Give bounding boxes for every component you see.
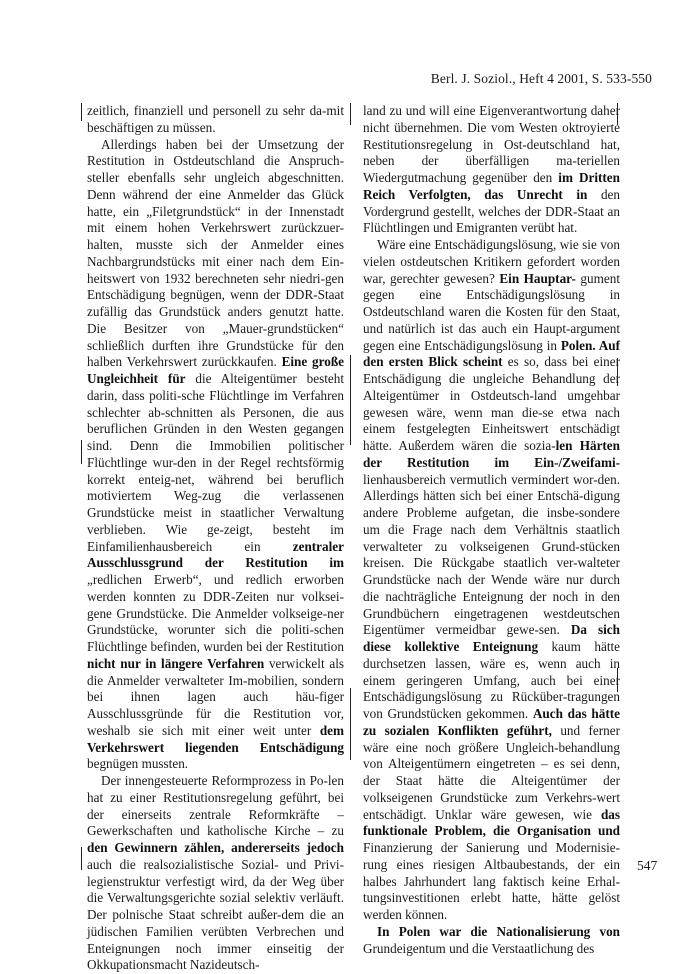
body-text: Grundeigentum und die Verstaatlichung des <box>363 940 595 956</box>
margin-line-left-2 <box>81 440 82 464</box>
margin-line-center-3 <box>350 688 351 760</box>
body-text: kaum hätte durchsetzen lassen, wäre es, wenn auch in einem geringeren Umfang, auch bei einer Entschädigungslösung zu Rücküber-tragungen von Grundstücken gekommen. <box>363 639 620 721</box>
highlighted-text: Polen. Auf den ersten Blick scheint <box>363 337 621 370</box>
page-number: 547 <box>637 858 658 873</box>
highlighted-text: Eine große Ungleichheit für <box>87 354 345 386</box>
highlighted-text: das funktionale Problem, die Organisation und <box>363 806 620 839</box>
body-text: Wäre eine Entschädigungslösung, wie sie von vielen ostdeutschen Kritikern gefordert worden war, gerechter gewesen? <box>363 237 620 286</box>
margin-line-center <box>350 103 351 125</box>
body-text: Der innengesteuerte Reformprozess in Po-len hat zu einer Restitutionsregelung geführt, bei der einerseits zentrale Reformkräfte – Gewerkschaften und katholische Kirche – zu <box>87 773 344 839</box>
paragraph <box>87 773 344 974</box>
highlighted-text: Da sich diese kollektive Enteignung <box>363 622 620 654</box>
margin-line-left <box>81 103 82 121</box>
paragraph <box>87 103 344 137</box>
body-text: den Vordergrund gestellt, welches der DDR-Staat an Flüchtlingen und Emigranten verübt hat. <box>363 186 621 236</box>
highlighted-text: Ein Hauptar- <box>499 270 576 286</box>
highlighted-text: Auch das hätte zu sozialen Konflikten geführt, <box>363 706 620 738</box>
paragraph <box>363 103 620 237</box>
paragraph <box>363 237 620 924</box>
body-text: gument gegen eine Entschädigungslösung in Ostdeutschland waren die Kosten für den Staat, und natürlich ist das auch ein Haupt-argument gegen eine Entschädigungslösung in <box>363 270 620 353</box>
margin-line-left-3 <box>81 847 82 870</box>
highlighted-text: zentraler Ausschlussgrund der Restitution im <box>87 538 344 571</box>
highlighted-text: nicht nur in längere Verfahren <box>87 655 265 671</box>
text-column-left <box>87 103 344 974</box>
body-text: die Alteigentümer besteht darin, dass politi-sche Flüchtlinge im Verfahren schlechter ab-schnitten als Personen, die aus beruflichen Gründen in den Westen gegangen sind. Denn die Immobilien politischer Flüchtlinge wur-den in der Regel rechtsförmig korrekt enteig-net, während bei beruflich motiviertem Weg-zug die verlassenen Grundstücke meist in staatlicher Verwaltung verblieben. Wie ge-zeigt, besteht im Einfamilienhausbereich ein <box>87 371 344 554</box>
text-column-right <box>363 103 620 957</box>
highlighted-text: den Gewinnern zählen, andererseits jedoch <box>87 840 344 855</box>
body-text: „redlichen Erwerb“, und redlich erworben werden konnten zu DDR-Zeiten nur volksei-gene Grundstücke. Die Anmelder volkseige-ner Grundstücke, worunter sich die politi-schen Flüchtlinge befinden, wurden bei der Restitution <box>87 572 344 654</box>
body-text: auch die realsozialistische Sozial- und Privi-legienstruktur verfestigt wird, da der Weg über die Verwaltungsgerichte sozial selektiv verläuft. Der polnische Staat schreibt außer-dem die an jüdischen Familien verübten Verbrechen und Enteignungen noch immer einseitig der Okkupationsmacht Nazideutsch- <box>87 856 344 973</box>
body-text: es so, dass bei einer Entschädigung die ungleiche Behandlung der Alteigentümer in Ostdeutsch-land umgehbar gewesen wäre, wenn man die-se etwa nach einem festgelegten Einheitswert entschädigt hätte. Außerdem wären die sozia- <box>363 354 620 453</box>
body-text: Finanzierung der Sanierung und Modernisie-rung eines riesigen Altbaubestands, der ein halbes Jahrhundert lang faktisch keine Erhal-tungsinvestitionen erlebt hatte, hätte gelöst werden können. <box>363 840 620 922</box>
margin-line-center-2 <box>350 355 351 445</box>
body-text: und ferner wäre eine noch größere Ungleich-behandlung von Alteigentümern eingetreten – es sei denn, der Staat hätte die Alteigentümer der volkseigenen Grundstücke zum Verkehrs-wert entschädigt. Unklar wäre gewesen, wie <box>363 722 620 822</box>
paragraph <box>363 924 620 958</box>
highlighted-text: dem Verkehrswert liegenden Entschädigung <box>87 722 344 755</box>
body-text: lienhausbereich vermutlich vermindert wor-den. Allerdings hätten sich bei einer Entschä-digung andere Probleme aufgetan, die insbe-sondere um die Frage nach dem Verhältnis staatlich verwalteter zu volkseigenen Grund-stücken kreisen. Die Rückgabe staatlich ver-walteter Grundstücke nach der Wende wäre nur durch die nachträgliche Enteignung der noch in den Grundbüchern eingetragenen westdeutschen Eigentümer vermeidbar gewe-sen. <box>363 471 620 638</box>
paragraph <box>87 137 344 774</box>
body-text: land zu und will eine Eigenverantwortung daher nicht übernehmen. Die vom Westen oktroyierte Restitutionsregelung in Ost-deutschland hat, neben der überfälligen ma-teriellen Wiedergutmachung gegenüber den <box>363 103 620 185</box>
body-text: zeitlich, finanziell und personell zu sehr da-mit beschäftigen zu müssen. <box>87 103 344 135</box>
highlighted-text: im Dritten Reich Verfolgten, das Unrecht in <box>363 170 620 202</box>
body-text: Allerdings haben bei der Umsetzung der Restitution in Ostdeutschland die Anspruch-steller ebenfalls sehr ungleich abgeschnitten. Denn während der eine Anmelder das Glück hatte, ein „Filetgrundstück“ in der Innenstadt mit einem hohen Verkehrswert zurückzuer-halten, musste sich der Anmelder eines Nachbargrundstücks mit einer nach dem Ein-heitswert von 1932 berechneten sehr niedri-gen Entschädigung begnügen, wenn der DDR-Staat zufällig das Grundstück anders genutzt hatte. Die Besitzer von „Mauer-grundstücken“ schließlich durften ihre Grundstücke für den halben Verkehrswert zurückkaufen. <box>87 136 344 370</box>
running-head: Berl. J. Soziol., Heft 4 2001, S. 533-550 <box>430 71 652 86</box>
body-text: verwickelt als die Anmelder verwalteter Im-mobilien, sondern bei ihnen lagen auch häu-figer Ausschlussgründe für die Restitution vor, weshalb sie sich mit einer weit unter <box>87 655 344 738</box>
body-text: begnügen mussten. <box>87 756 189 772</box>
highlighted-text: In Polen war die Nationalisierung von <box>377 923 620 939</box>
highlighted-text: len Härten der Restitution im Ein-/Zweifami- <box>363 438 620 470</box>
